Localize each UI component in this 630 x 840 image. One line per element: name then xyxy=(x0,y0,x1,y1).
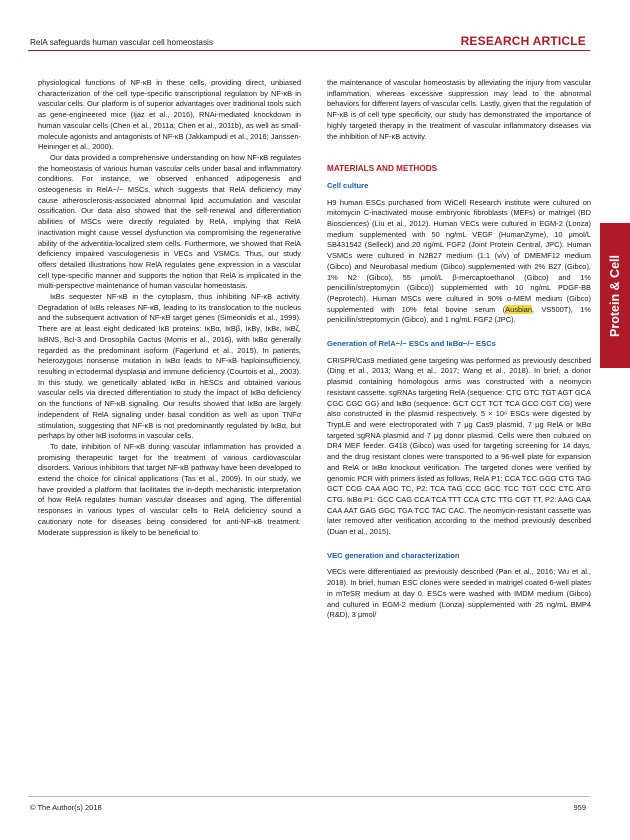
paragraph-nfkb-homeostasis: Our data provided a comprehensive understanding on how NF-κB regulates the homeostasis of various human vascular cells under basal and inflammatory conditions. For instance, we observed enhanced adipogenesis and osteogenesis in RelA−/− MSCs, which suggests that RelA deficiency may cause atherosclerosis-associated abnormal lipid accumulation and vascular ossification. Our data also showed that the self-renewal and differentiation abilities of MSCs were directly regulated by RelA, implying that RelA inactivation might cause vessel dysfunction via compromising the regenerative ability of the adventitia-localized stem cells. Furthermore, we showed that RelA deficiency impaired vasculogenesis in VECs and VSMCs. Thus, our study offers detailed illustrations how RelA regulates gene expression in a vascular cell type-specific manner and supports the notion that RelA is implicated in the multi-perspective maintenance of human vascular homeostasis. xyxy=(38,152,301,291)
paragraph-ikb-sequester: IκBs sequester NF-κB in the cytoplasm, thus inhibiting NF-κB activity. Degradation of IκBs releases NF-κB, leading to its translocation to the nucleus and the subsequent activation of NF-κB target genes (Simeonidis et al., 1999). There are at least eight dedicated IκB proteins: IκBα, IκBβ, IκBγ, IκBε, IκBζ, IκBNS, Bcl-3 and Drosophila Cactus (Morris et al., 2016), with IκBα generally regarded as the predominant isoform (Fagerlund et al., 2015). In patients, heterozygous nonsense mutation in IκBα leads to NF-κB haploinsufficiency, resulting in ectodermal dysplasia and immune deficiency (Courtois et al., 2003). In this study, we genetically ablated IκBα in hESCs and obtained various vascular cells via directed differentiation to study the impact of IκBα deficiency on the functions of NF-κB signaling. Our results showed that IκBα are largely independent of RelA signaling under basal condition as well as upon TNFα stimulation, suggesting that NF-κB is not predominantly regulated by IκBα, but perhaps by other IκB isoforms in vascular cells. xyxy=(38,292,301,441)
paragraph-cell-culture xyxy=(327,198,591,326)
paragraph-inhibition-therapy: To date, inhibition of NF-κB during vascular inflammation has provided a promising therapeutic target for the treatment of various cardiovascular disorders. Various inhibitors that target NF-κB pathway have been developed to extend the choice for clinical applications (Tas et al., 2009). In our study, we have provided a platform that facilitates the in-depth mechanistic interpretation of how RelA regulates human vascular diseases and aging. The differential responses in various types of vascular cells to RelA deficiency sound a cautionary note for diseases being considered for anti-NF-κB treatment. Moderate suppression is likely to be beneficial to xyxy=(38,441,301,537)
side-tab-label: Protein & Cell xyxy=(608,254,622,337)
journal-side-tab xyxy=(600,223,630,368)
highlighted-text: Ausbian xyxy=(505,304,533,314)
paragraph-generation: CRISPR/Cas9 mediated gene targeting was performed as previously described (Ding et al., 2013; Wang et al., 2017; Wang et al., 2018). In brief, a donor plasmid containing homologous arms was constructed with a neomycin resistant cassette. sgRNAs targeting RelA (sequence: CTC GTC TGT AGT GCA CGC CGC GG) and IκBα (sequence: GCT CCT TCT TCA GCC CGT CG) were also constructed in the plasmid respectively. 5 × 10⁶ ESCs were digested by TrypLE and were electroporated with 7 μg Cas9 plasmid, 7 μg RelA or IκBα targeted sgRNA plasmid and 7 μg donor plasmid. Cells were then cultured on DR4 MEF feeder. G418 (Gibco) was used for targeting screening for 14 days, and the drug resistant clones were transported to a 96-well plate for expansion and RelA or IκBα knockout verification. The targeted clones were verified by genomic PCR with primers listed as follows, RelA P1: CCA TCC GGG CTG TAG GCT CCG CAA AGC TC, P2: TCA TAG CCC GCC TCC TGT CCC CTC ATG CTG. IκBα P1: GCC CAG CCA TCA TTT CCA CTC TTG CGT TT, P2: AAG CAA CAA AAT GAG GGC TGA TCC TAC CAC. The neomycin-resistant cassette was later removed after verification according to the method previously described (Duan et al., 2015). xyxy=(327,355,591,537)
paragraph-conclusion: the maintenance of vascular homeostasis by alleviating the injury from vascular inflammation, whereas excessive suppression may lead to the abnormal behaviors for different layers of vascular cells. Lastly, given that the regulation of NF-κB is of cell type specificity, our study has demonstrated the importance of highly targeted therapy in the treatment of vascular inflammatory diseases via the inhibition of NF-κB activity. xyxy=(327,78,591,141)
vec-heading: VEC generation and characterization xyxy=(327,550,460,560)
copyright: © The Author(s) 2018 xyxy=(30,803,102,812)
paragraph-vec: VECs were differentiated as previously described (Pan et al., 2016; Wu et al., 2018). In brief, human ESC clones were seeded in matrigel coated 6-well plates in mTeSR medium at day 0. ESCs were washed with IMDM medium (Gibco) and cultured in EGM-2 medium (Lonza) supplemented with 25 ng/mL BMP4 (R&D), 3 μmol/ xyxy=(327,567,591,620)
running-title: RelA safeguards human vascular cell homeostasis xyxy=(30,38,213,47)
left-column xyxy=(38,78,301,538)
cell-culture-heading: Cell culture xyxy=(327,180,369,190)
footer-divider xyxy=(28,796,590,797)
page-number: 959 xyxy=(573,803,586,812)
cell-culture-text: H9 human ESCs purchased from WiCell Research institute were cultured on mitomycin C-inactivated mouse embryonic fibroblasts (MEFs) or matrigel (BD Biosciences) (Liu et al., 2012). Human VECs were cultured in EGM-2 (Lonza) medium supplemented with 50 ng/mL VEGF (HumanZyme), 10 μmol/L SB431542 (Selleck) and 20 ng/mL FGF2 (Joint Protein Central, JPC). Human VSMCs were cultured in N2B27 medium (1:1 (v/v) of DMEMF12 medium (Gibco) and Neurobasal medium (Gibco) supplemented with 2% B27 (Gibco), 1% N2 (Gibco), 55 μmol/L β-mercaptoethanol (Gibco) and 1% penicillin/streptomycin (Gibco)) supplemented with 10 ng/mL PDGF-BB (Peprotech). Human MSCs were cultured in 90% α-MEM medium (Gibco) supplemented with 10% fetal bovine serum ( xyxy=(327,197,591,314)
section-label: RESEARCH ARTICLE xyxy=(460,34,586,48)
generation-heading: Generation of RelA−/− ESCs and IκBα−/− ESCs xyxy=(327,339,496,349)
cell-culture-text-end: , VS500T), 1% penicillin/streptomycin (Gibco), and 1 ng/mL FGF2 (JPC). xyxy=(327,304,591,325)
methods-heading: MATERIALS AND METHODS xyxy=(327,164,438,174)
paragraph-intro-continuation: physiological functions of NF-κB in these cells, providing direct, unbiased characterization of the cell type-specific transcriptional regulation by NF-κB in vascular cells. Our platform is of superior advantages over traditional tools such as gene-engineered mice (Ijaz et al., 2016), RNAi-mediated knockdown in human vascular cells (Chen et al., 2011a; Chen et al., 2011b), as well as small-molecule agonists and antagonists of NF-κB (Jakkampudi et al., 2016; Janssen-Heininger et al., 2000). xyxy=(38,78,301,152)
header-divider xyxy=(28,50,590,51)
right-column xyxy=(327,78,591,621)
